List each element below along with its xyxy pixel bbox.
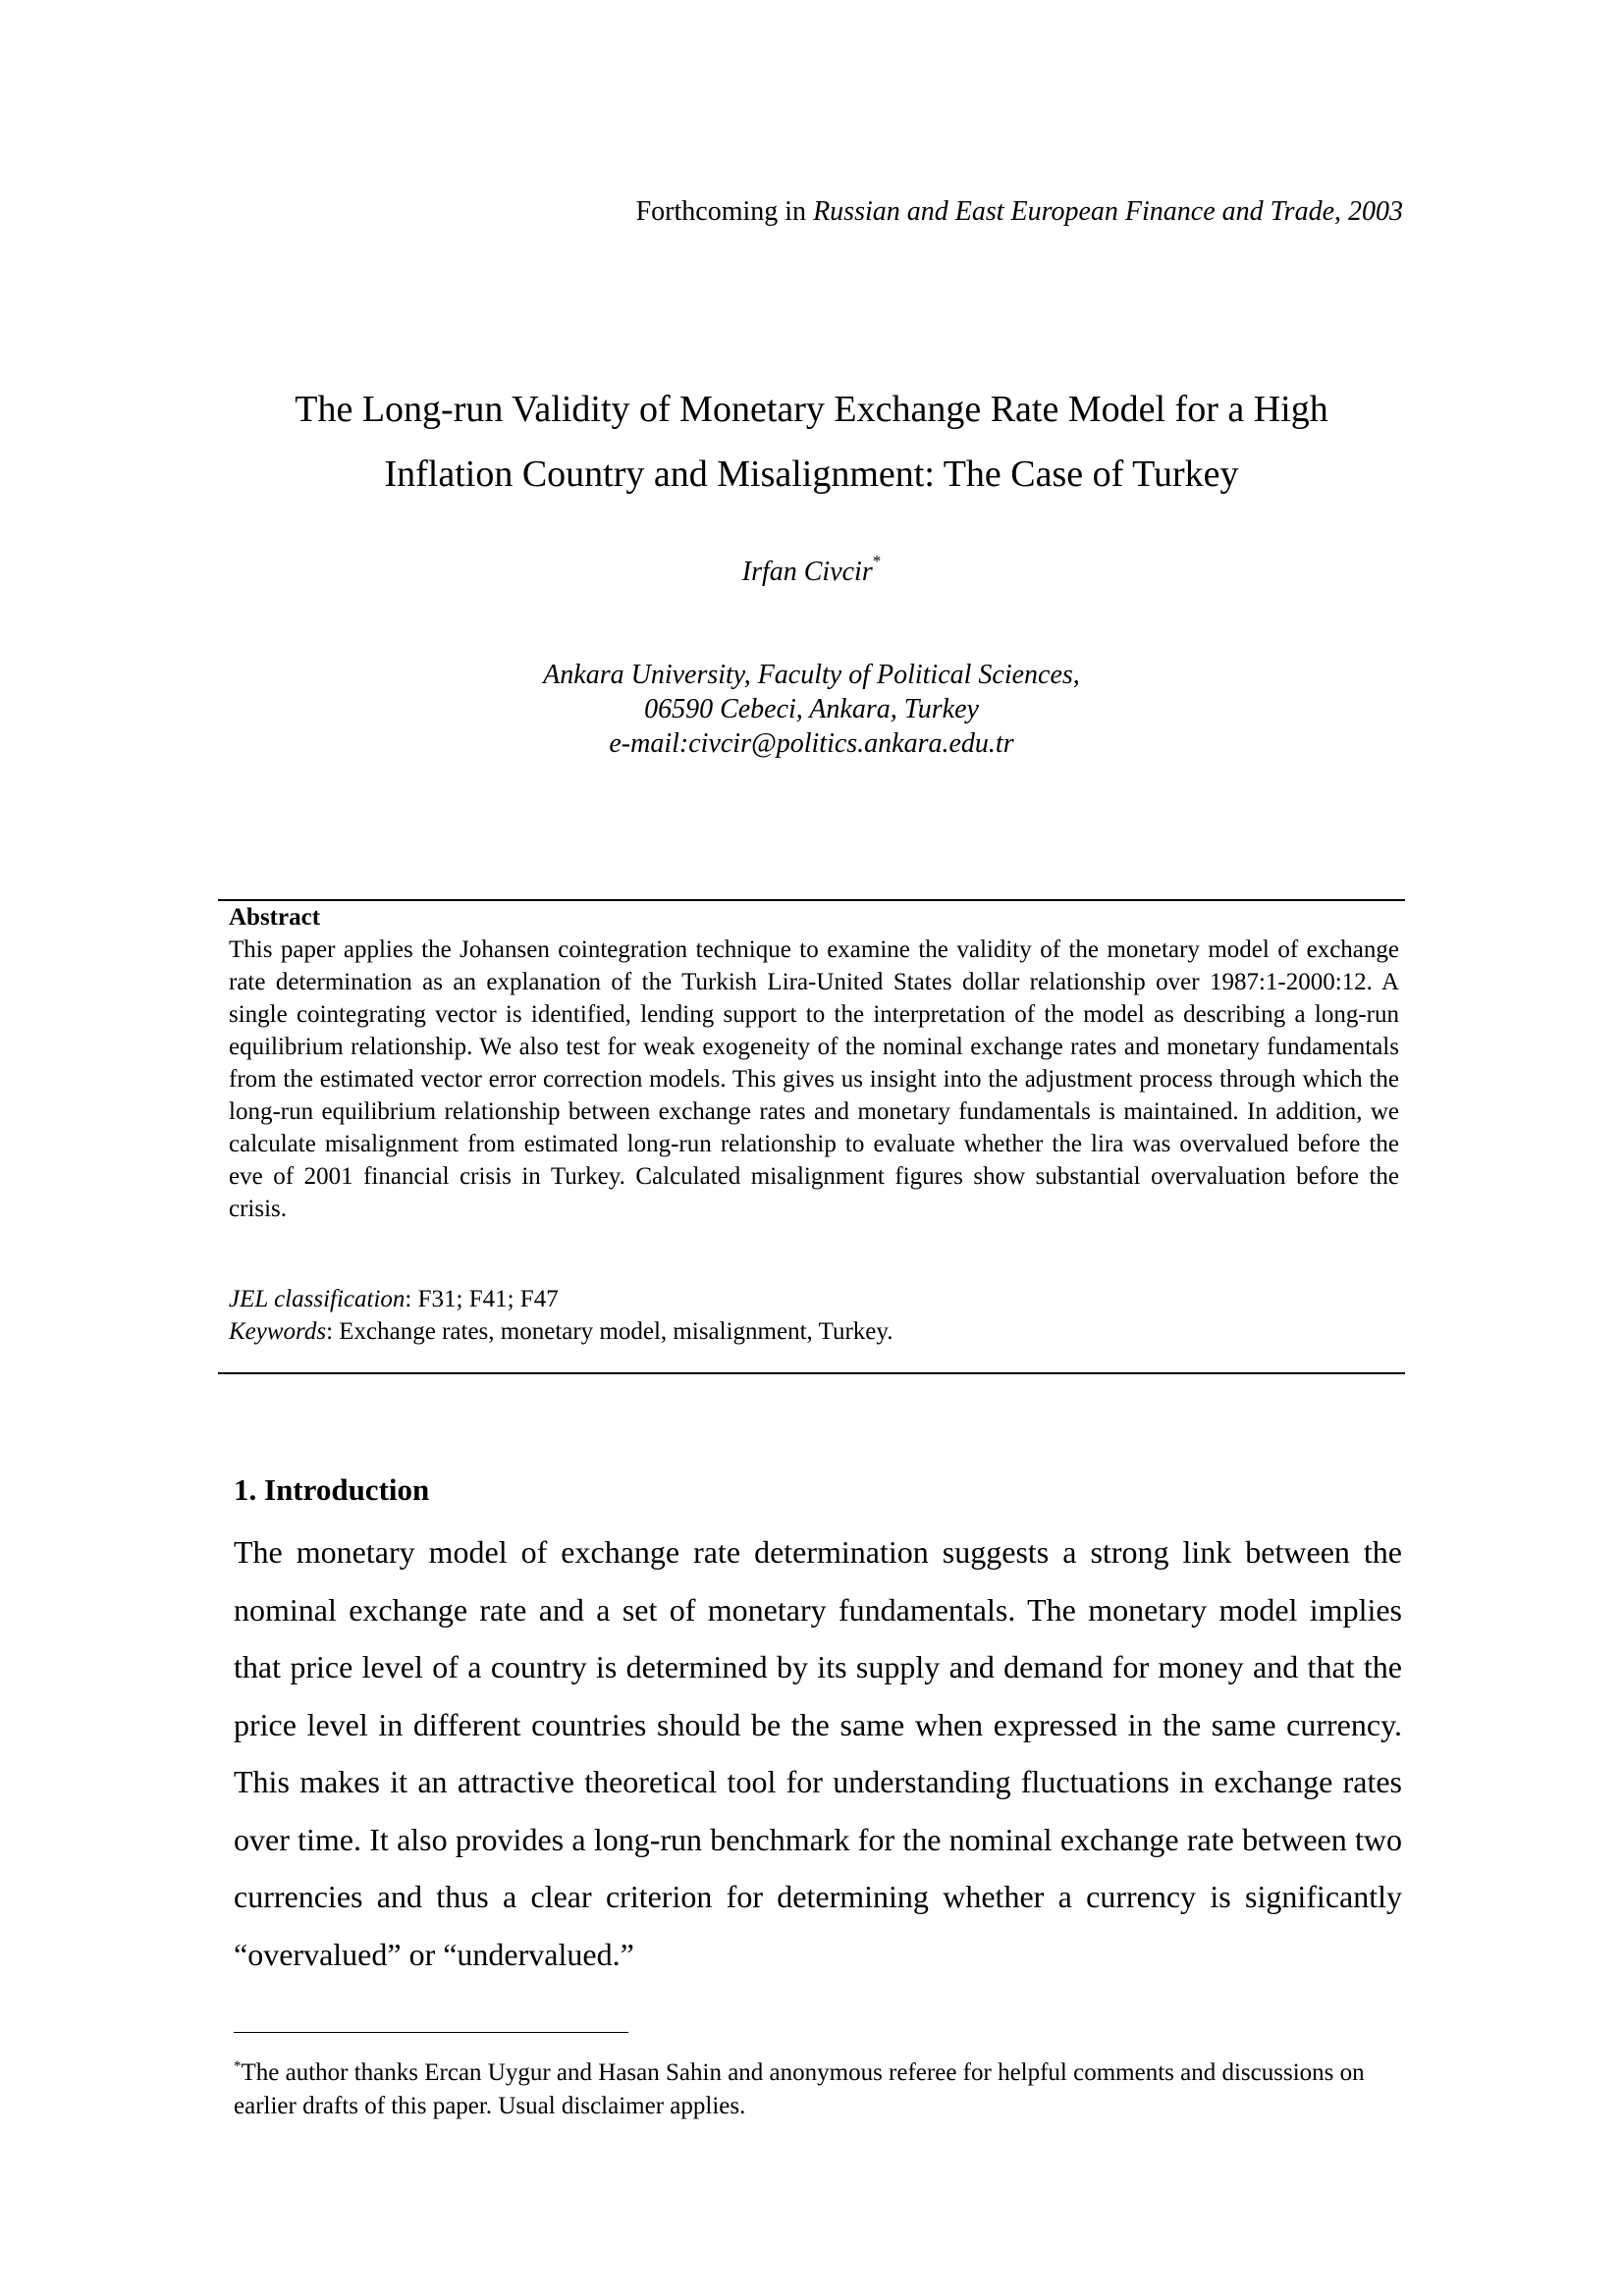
footnote-separator xyxy=(234,2032,628,2033)
section-heading-introduction: 1. Introduction xyxy=(234,1472,430,1507)
introduction-paragraph: The monetary model of exchange rate determination suggests a strong link between the nominal exchange rate and a set of monetary fundamentals. The monetary model implies that price level of a country is determined by its supply and demand for money and that the price level in different countries should be the same when expressed in the same currency. This makes it an attractive theoretical tool for understanding fluctuations in exchange rates over time. It also provides a long-run benchmark for the nominal exchange rate between two currencies and thus a clear criterion for determining whether a currency is significantly “overvalued” or “undervalued.” xyxy=(234,1534,1402,1972)
affiliation-email: e-mail:civcir@politics.ankara.edu.tr xyxy=(609,728,1014,759)
jel-classification xyxy=(229,1283,893,1315)
abstract-heading: Abstract xyxy=(229,904,321,931)
footnote-text: The author thanks Ercan Uygur and Hasan Sahin and anonymous referee for helpful comments and discussions on earlier drafts of this paper. Usual disclaimer applies. xyxy=(234,2059,1365,2119)
affiliation xyxy=(0,658,1623,761)
author-name: Irfan Civcir xyxy=(741,557,873,587)
abstract xyxy=(229,901,1399,1225)
abstract-bottom-rule xyxy=(218,1372,1405,1374)
abstract-body: This paper applies the Johansen cointegration technique to examine the validity of the monetary model of exchange rate determination as an explanation of the Turkish Lira-United States dollar relationship over 1987:1-2000:12. A single cointegrating vector is identified, lending support to the interpretation of the model as describing a long-run equilibrium relationship. We also test for weak exogeneity of the nominal exchange rates and monetary fundamentals from the estimated vector error correction models. This gives us insight into the adjustment process through which the long-run equilibrium relationship between exchange rates and monetary fundamentals is maintained. In addition, we calculate misalignment from estimated long-run relationship to evaluate whether the lira was overvalued before the eve of 2001 financial crisis in Turkey. Calculated misalignment figures show substantial overvaluation before the crisis. xyxy=(229,936,1399,1222)
author xyxy=(0,552,1623,588)
publication-note xyxy=(636,196,1403,228)
jel-value: : F31; F41; F47 xyxy=(405,1286,559,1312)
keywords-value: : Exchange rates, monetary model, misalignment, Turkey. xyxy=(326,1318,893,1345)
paper-title-line-1: The Long-run Validity of Monetary Exchange Rate Model for a High xyxy=(295,389,1328,430)
keywords xyxy=(229,1315,893,1348)
paper-title xyxy=(216,377,1407,507)
affiliation-institution: Ankara University, Faculty of Political Sciences, xyxy=(543,660,1080,690)
jel-label: JEL classification xyxy=(229,1286,406,1312)
journal-name: Russian and East European Finance and Trade, 2003 xyxy=(813,196,1403,227)
footnote xyxy=(234,2050,1402,2123)
footnote-mark: * xyxy=(234,2058,242,2074)
paper-metadata xyxy=(229,1283,893,1348)
keywords-label: Keywords xyxy=(229,1318,327,1345)
publication-note-prefix: Forthcoming in xyxy=(635,196,807,227)
affiliation-address: 06590 Cebeci, Ankara, Turkey xyxy=(644,694,979,724)
author-footnote-mark: * xyxy=(872,552,882,570)
paper-title-line-2: Inflation Country and Misalignment: The Case of Turkey xyxy=(384,454,1239,495)
